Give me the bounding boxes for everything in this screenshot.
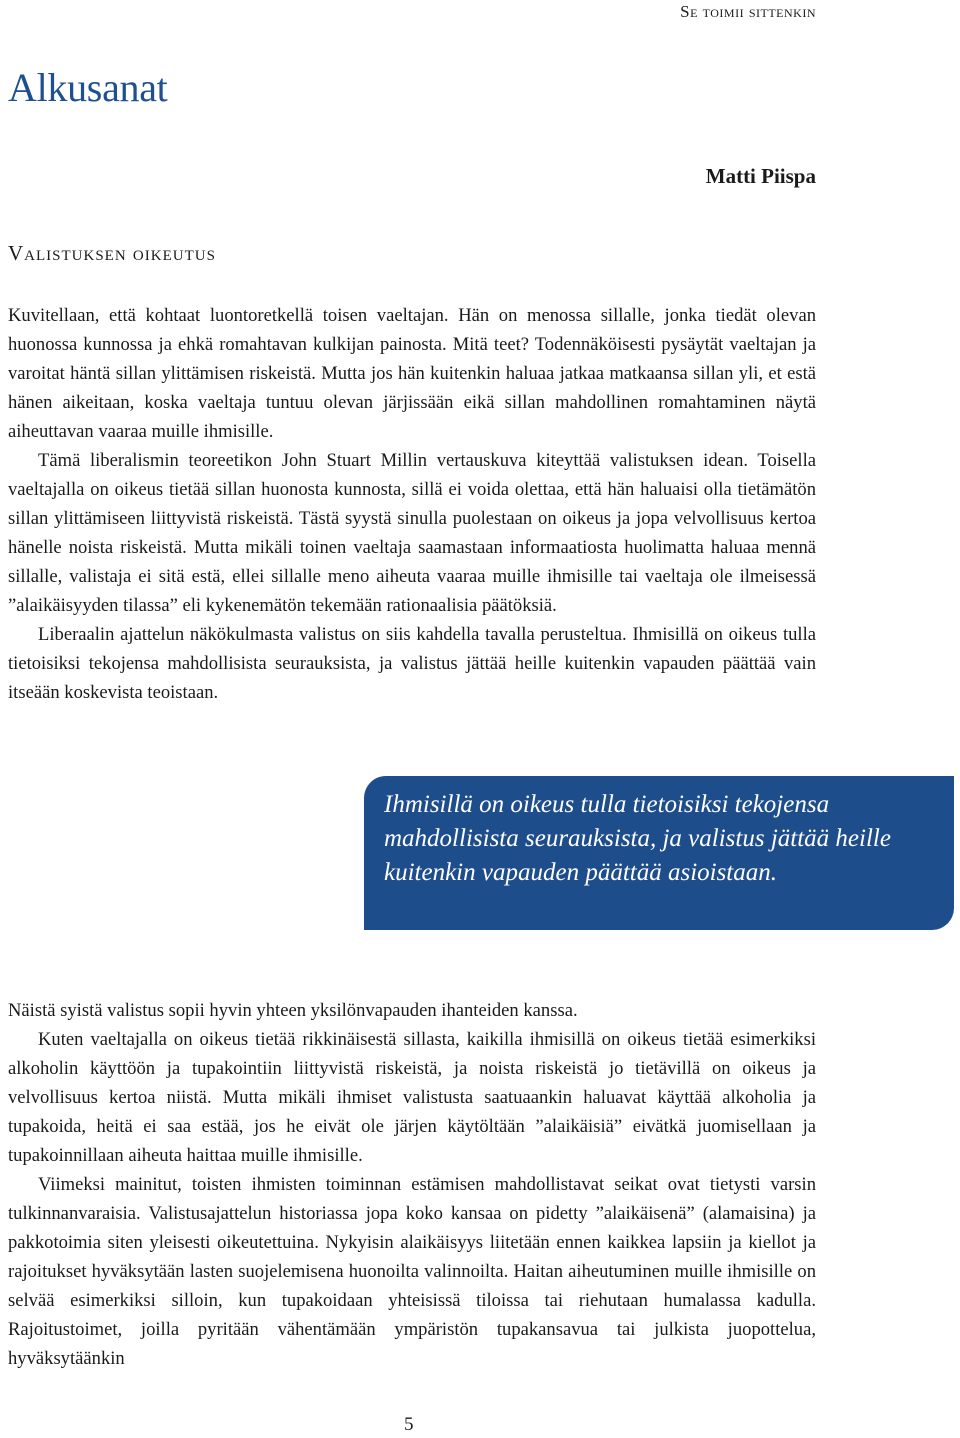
paragraph: Viimeksi mainitut, toisten ihmisten toiminnan estämisen mahdollistavat seikat ovat tietysti varsin tulkinnanvaraisia. Valistusajattelun historiassa jopa koko kansaa on pidetty ”alaikäisenä” (alamaisina) ja pakkotoimia siten yleisesti oikeutettuina. Nykyisin alaikäisyys liitetään ennen kaikkea lapsiin ja kiellot ja rajoitukset hyväksytään lasten suojelemisena huonoilta valinnoilta. Haitan aiheutuminen muille ihmisille on selvää esimerkiksi silloin, kun tupakoidaan yhteisissä tiloissa tai riehutaan humalassa kadulla. Rajoitustoimet, joilla pyritään vähentämään ympäristön tupakansavua tai julkista juopottelua, hyväksytäänkin bbox=[8, 1174, 816, 1369]
paragraph: Tämä liberalismin teoreetikon John Stuart Millin vertauskuva kiteyttää valistuksen idean. Toisella vaeltajalla on oikeus tietää sillan huonosta kunnosta, sillä ei voida olettaa, että hän haluaisi olla tietämätön sillan ylittämiseen liittyvistä riskeistä. Tästä syystä sinulla puolestaan on oikeus ja jopa velvollisuus kertoa hänelle noista riskeistä. Mutta mikäli toinen vaeltaja saamastaan informaatiosta huolimatta haluaa mennä sillalle, valistaja ei sitä estä, ellei sillalle meno aiheuta vaaraa muille ihmisille tai vaeltaja ole ilmeisessä ”alaikäisyyden tilassa” eli kykenemätön tekemään rationaalisia päätöksiä. bbox=[8, 450, 816, 616]
page-title: Alkusanat bbox=[8, 65, 168, 110]
pull-quote-text: Ihmisillä on oikeus tulla tietoisiksi tekojensa mahdollisista seurauksista, ja valistus jättää heille kuitenkin vapauden päättää asioistaan. bbox=[384, 791, 891, 886]
page-number: 5 bbox=[404, 1414, 414, 1435]
paragraph: Näistä syistä valistus sopii hyvin yhteen yksilönvapauden ihanteiden kanssa. bbox=[8, 1000, 578, 1021]
author-name: Matti Piispa bbox=[705, 164, 816, 188]
body-text-block-1 bbox=[8, 301, 816, 707]
paragraph: Kuvitellaan, että kohtaat luontoretkellä toisen vaeltajan. Hän on menossa sillalle, jonka tiedät olevan huonossa kunnossa ja ehkä romahtavan kulkijan painosta. Mitä teet? Todennäköisesti pysäytät vaeltajan ja varoitat häntä sillan ylittämisen riskeistä. Mutta jos hän kuitenkin haluaa jatkaa matkaansa sillan yli, et estä hänen aikeitaan, koska vaeltaja tuntuu olevan järjissään eikä sillan mahdollinen romahtaminen näytä aiheuttavan vaaraa muille ihmisille. bbox=[8, 305, 816, 442]
pull-quote-box bbox=[364, 776, 954, 930]
paragraph: Kuten vaeltajalla on oikeus tietää rikkinäisestä sillasta, kaikilla ihmisillä on oikeus tietää esimerkiksi alkoholin käyttöön ja tupakointiin liittyvistä riskeistä, ja noista riskeistä jo tietävillä on oikeus ja velvollisuus kertoa niistä. Mutta mikäli ihmiset valistusta saatuaankin haluavat käyttää alkoholia ja tupakoida, heitä ei saa estää, jos he eivät ole järjen käytöltään ”alaikäisiä” eivätkä juomisellaan ja tupakoinnillaan aiheuta haittaa muille ihmisille. bbox=[8, 1029, 816, 1166]
section-heading: Valistuksen oikeutus bbox=[8, 241, 216, 265]
running-head: Se toimii sittenkin bbox=[680, 2, 816, 21]
body-text-block-2 bbox=[8, 996, 816, 1373]
paragraph: Liberaalin ajattelun näkökulmasta valistus on siis kahdella tavalla perusteltua. Ihmisillä on oikeus tulla tietoisiksi tekojensa mahdollisista seurauksista, ja valistus jättää heille kuitenkin vapauden päättää vain itseään koskevista teoistaan. bbox=[8, 624, 816, 703]
